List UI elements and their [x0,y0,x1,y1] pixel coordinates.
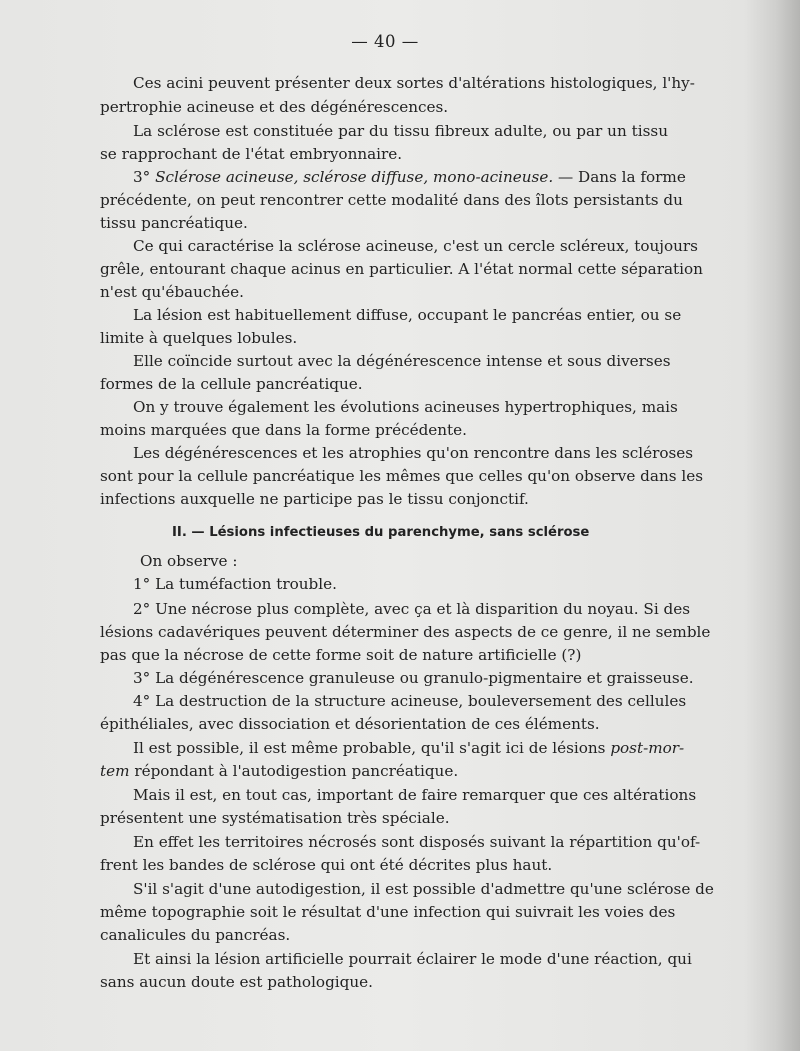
list-number: 3° [133,168,151,186]
text-line [133,168,686,186]
text-line: limite à quelques lobules. [100,329,298,347]
text-line: 3° La dégénérescence granuleuse ou granulo-pigmentaire et graisseuse. [133,669,694,687]
text-line: n'est qu'ébauchée. [100,283,244,301]
text-line: tissu pancréatique. [100,214,248,232]
text-line: Les dégénérescences et les atrophies qu'on rencontre dans les scléroses [133,444,694,462]
text-line: formes de la cellule pancréatique. [100,375,363,393]
text-line: Ce qui caractérise la sclérose acineuse, c'est un cercle scléreux, toujours [133,237,698,255]
text-line: La lésion est habituellement diffuse, occupant le pancréas entier, ou se [133,306,682,324]
text-line: grêle, entourant chaque acinus en particulier. A l'état normal cette séparation [100,260,703,278]
italic-subheading: Sclérose acineuse, sclérose diffuse, mono-acineuse. [155,168,554,186]
text-line: Elle coïncide surtout avec la dégénérescence intense et sous diverses [133,352,671,370]
text-line: même topographie soit le résultat d'une infection qui suivrait les voies des [100,903,676,921]
text-line: Mais il est, en tout cas, important de faire remarquer que ces altérations [133,786,697,804]
text-line: précédente, on peut rencontrer cette modalité dans des îlots persistants du [100,191,683,209]
text-line: frent les bandes de sclérose qui ont été décrites plus haut. [100,856,553,874]
text-line: pas que la nécrose de cette forme soit de nature artificielle (?) [100,646,582,664]
text-line: En effet les territoires nécrosés sont disposés suivant la répartition qu'of- [133,833,701,851]
text-line: Et ainsi la lésion artificielle pourrait éclairer le mode d'une réaction, qui [133,950,692,968]
text-fragment: — Dans la forme [558,168,686,186]
section-heading: II. — Lésions infectieuses du parenchyme, sans sclérose [172,525,590,540]
italic-term: tem [100,762,130,780]
text-line: moins marquées que dans la forme précédente. [100,421,467,439]
text-line: canalicules du pancréas. [100,926,291,944]
text-line: Ces acini peuvent présenter deux sortes d'altérations histologiques, l'hy- [133,74,695,92]
text-line: présentent une systématisation très spéciale. [100,809,450,827]
text-line: On observe : [140,552,238,570]
text-line: S'il s'agit d'une autodigestion, il est possible d'admettre qu'une sclérose de [133,880,714,898]
text-fragment: répondant à l'autodigestion pancréatique. [134,762,459,780]
text-line: 4° La destruction de la structure acineuse, bouleversement des cellules [133,692,687,710]
text-line: lésions cadavériques peuvent déterminer des aspects de ce genre, il ne semble [100,623,711,641]
text-line: se rapprochant de l'état embryonnaire. [100,145,403,163]
text-line: On y trouve également les évolutions acineuses hypertrophiques, mais [133,398,678,416]
text-line [100,762,458,780]
text-line [133,739,685,757]
text-line: sont pour la cellule pancréatique les mêmes que celles qu'on observe dans les [100,467,703,485]
text-line: épithéliales, avec dissociation et désorientation de ces éléments. [100,715,600,733]
text-line: sans aucun doute est pathologique. [100,973,373,991]
text-line: La sclérose est constituée par du tissu fibreux adulte, ou par un tissu [133,122,668,140]
page-number: — 40 — [351,32,419,51]
text-line: pertrophie acineuse et des dégénérescences. [100,98,449,116]
text-line: 2° Une nécrose plus complète, avec ça et là disparition du noyau. Si des [133,600,691,618]
text-fragment: Il est possible, il est même probable, qu'il s'agit ici de lésions [133,739,606,757]
italic-term: post-mor- [610,739,685,757]
text-line: infections auxquelle ne participe pas le tissu conjonctif. [100,490,529,508]
text-line: 1° La tuméfaction trouble. [133,575,337,593]
